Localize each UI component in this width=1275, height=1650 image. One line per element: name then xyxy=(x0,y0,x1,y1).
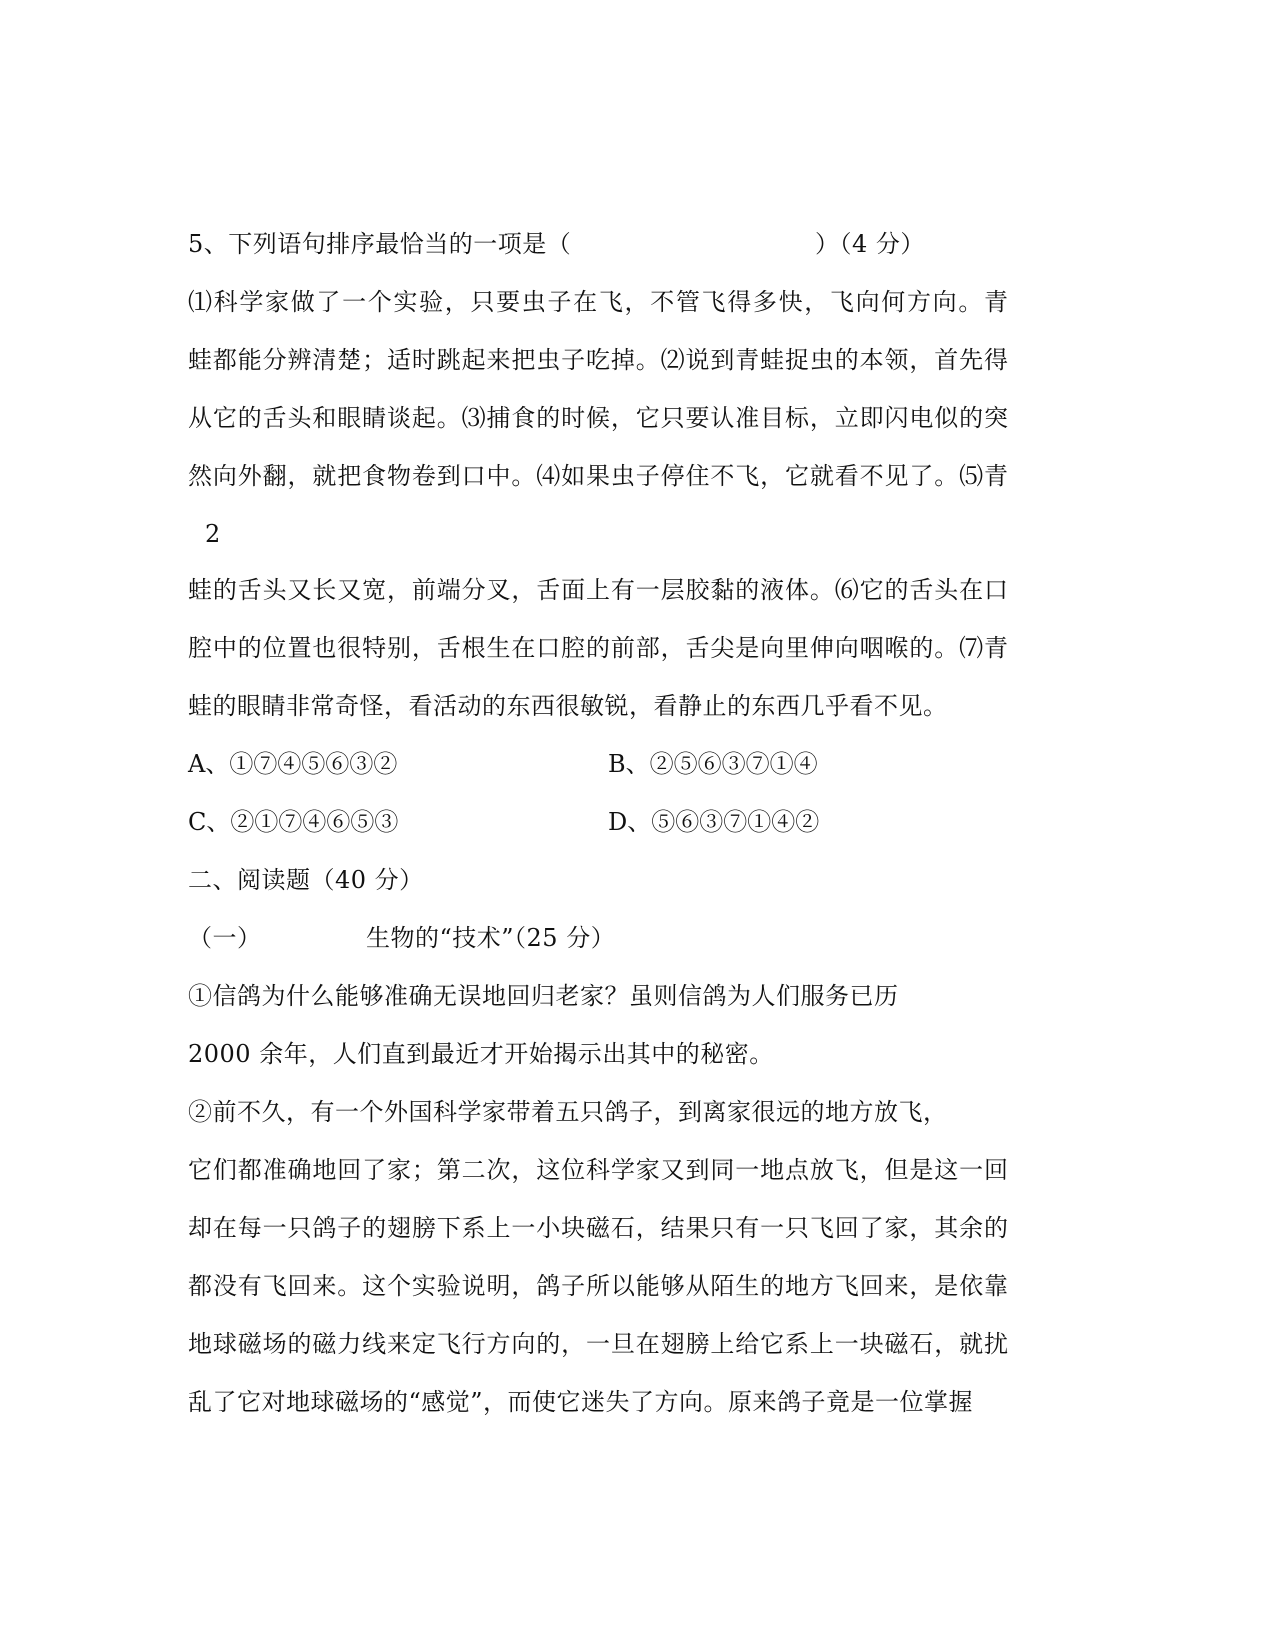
question-5-line-3: 从它的舌头和眼睛谈起。⑶捕食的时候，它只要认准目标，立即闪电似的突 xyxy=(188,404,1008,432)
question-5-line-4: 然向外翻，就把食物卷到口中。⑷如果虫子停住不飞，它就看不见了。⑸青 xyxy=(188,462,1008,490)
passage-line-2: 2000 余年，人们直到最近才开始揭示出其中的秘密。 xyxy=(188,1040,774,1068)
option-d: D、⑤⑥③⑦①④② xyxy=(608,808,820,836)
option-c: C、②①⑦④⑥⑤③ xyxy=(188,808,399,836)
question-5-line-7: 蛙的眼睛非常奇怪，看活动的东西很敏锐，看静止的东西几乎看不见。 xyxy=(188,692,948,720)
passage-line-7: 地球磁场的磁力线来定飞行方向的，一旦在翅膀上给它系上一块磁石，就扰 xyxy=(188,1330,1008,1358)
passage-line-6: 都没有飞回来。这个实验说明，鸽子所以能够从陌生的地方飞回来，是依靠 xyxy=(188,1272,1008,1300)
passage-line-4: 它们都准确地回了家；第二次，这位科学家又到同一地点放飞，但是这一回 xyxy=(188,1156,1008,1184)
passage-line-5: 却在每一只鸽子的翅膀下系上一小块磁石，结果只有一只飞回了家，其余的 xyxy=(188,1214,1008,1242)
question-5-line-1: ⑴科学家做了一个实验，只要虫子在飞，不管飞得多快，飞向何方向。青 xyxy=(188,288,1008,316)
page-number: 2 xyxy=(205,520,221,548)
question-5-score xyxy=(815,228,925,260)
option-b: B、②⑤⑥③⑦①④ xyxy=(608,750,818,778)
passage-line-3: ②前不久，有一个外国科学家带着五只鸽子，到离家很远的地方放飞， xyxy=(188,1098,948,1126)
question-5-line-6: 腔中的位置也很特别，舌根生在口腔的前部，舌尖是向里伸向咽喉的。⑺青 xyxy=(188,634,1008,662)
question-5-score-text: ）（4 分） xyxy=(815,230,925,258)
option-a: A、①⑦④⑤⑥③② xyxy=(188,750,398,778)
passage-line-1: ①信鸽为什么能够准确无误地回归老家？虽则信鸽为人们服务已历 xyxy=(188,982,899,1010)
question-5-line-2: 蛙都能分辨清楚；适时跳起来把虫子吃掉。⑵说到青蛙捉虫的本领，首先得 xyxy=(188,346,1008,374)
section-2-heading: 二、阅读题（40 分） xyxy=(188,866,424,894)
part-1-title: 生物的“技术”（25 分） xyxy=(366,924,616,952)
question-5-line-5: 蛙的舌头又长又宽，前端分叉，舌面上有一层胶黏的液体。⑹它的舌头在口 xyxy=(188,576,1008,604)
part-1-label: （一） xyxy=(188,924,262,952)
question-5-prompt xyxy=(188,228,571,260)
question-5-text: 5、下列语句排序最恰当的一项是（ xyxy=(188,230,572,258)
passage-line-8: 乱了它对地球磁场的“感觉”，而使它迷失了方向。原来鸽子竟是一位掌握 xyxy=(188,1388,974,1416)
